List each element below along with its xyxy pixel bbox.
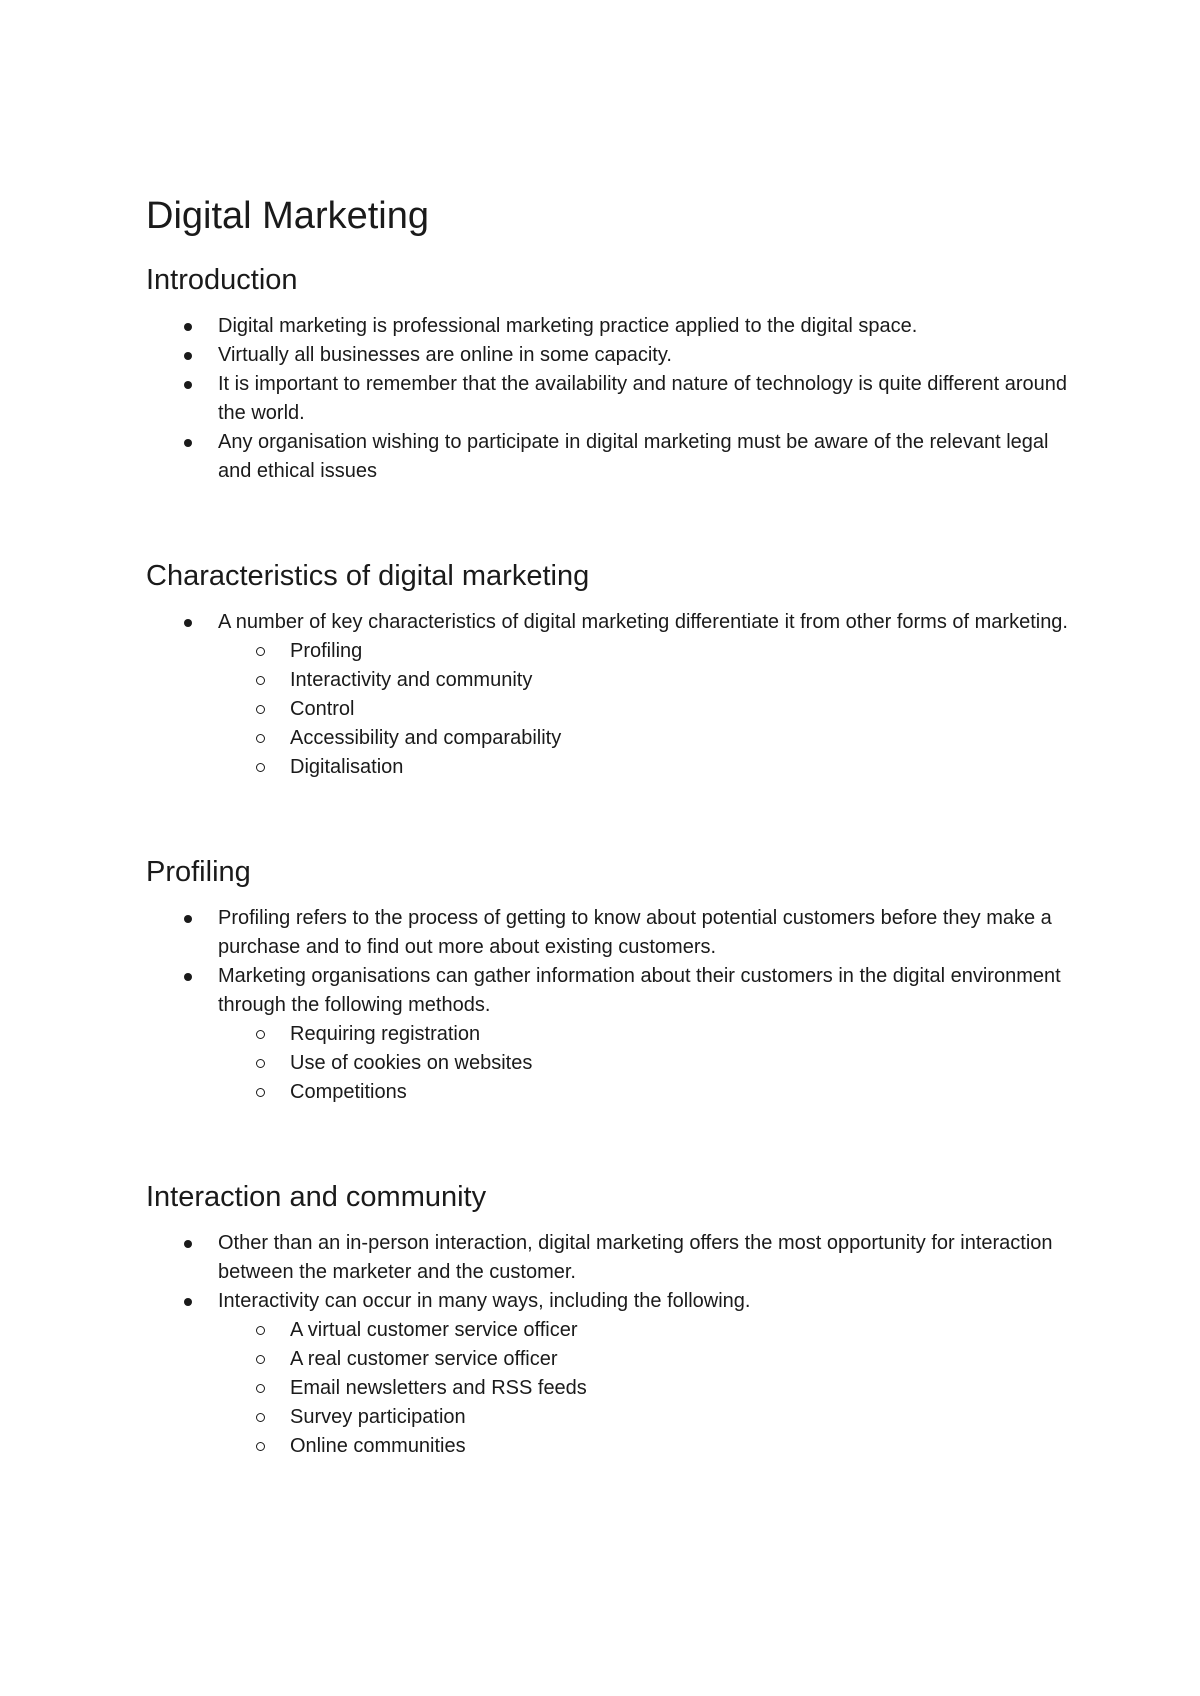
section-profiling <box>146 852 1076 1107</box>
list-item-text: Other than an in-person interaction, digital marketing offers the most opportunity for interaction between the marketer and the customer. <box>218 1232 1053 1283</box>
sub-list-item-text: Online communities <box>290 1435 466 1457</box>
document-page <box>146 180 1076 1461</box>
sub-list-item <box>218 637 1076 666</box>
section-heading: Characteristics of digital marketing <box>146 560 590 592</box>
bullet-icon <box>184 439 192 447</box>
section-heading: Profiling <box>146 856 251 888</box>
hollow-bullet-icon <box>256 1030 265 1039</box>
sub-list-item-text: A real customer service officer <box>290 1348 558 1370</box>
bullet-list <box>146 904 1076 1107</box>
sub-list-item-text: Interactivity and community <box>290 669 533 691</box>
bullet-list <box>146 312 1076 486</box>
bullet-icon <box>184 381 192 389</box>
document-title: Digital Marketing <box>146 195 429 237</box>
hollow-bullet-icon <box>256 705 265 714</box>
hollow-bullet-icon <box>256 1355 265 1364</box>
hollow-bullet-icon <box>256 1413 265 1422</box>
hollow-bullet-icon <box>256 1326 265 1335</box>
bullet-icon <box>184 1298 192 1306</box>
list-item-text: Virtually all businesses are online in some capacity. <box>218 344 672 366</box>
list-item-text: It is important to remember that the availability and nature of technology is quite different around the world. <box>218 373 1068 424</box>
sub-list-item-text: Survey participation <box>290 1406 466 1428</box>
bullet-icon <box>184 1240 192 1248</box>
hollow-bullet-icon <box>256 1059 265 1068</box>
section-characteristics <box>146 556 1076 782</box>
sub-list-item <box>218 1345 1076 1374</box>
sub-list-item-text: Control <box>290 698 355 720</box>
hollow-bullet-icon <box>256 1088 265 1097</box>
bullet-list <box>146 608 1076 782</box>
sub-list-item-text: Requiring registration <box>290 1023 481 1045</box>
list-item <box>146 1229 1076 1287</box>
sub-list-item-text: Profiling <box>290 640 363 662</box>
list-item <box>146 1287 1076 1461</box>
bullet-icon <box>184 352 192 360</box>
bullet-icon <box>184 619 192 627</box>
sub-list-item <box>218 1078 1076 1107</box>
sub-list-item <box>218 666 1076 695</box>
sub-list-item-text: Email newsletters and RSS feeds <box>290 1377 587 1399</box>
list-item <box>146 962 1076 1107</box>
bullet-icon <box>184 973 192 981</box>
section-heading: Introduction <box>146 264 298 296</box>
bullet-list <box>146 1229 1076 1461</box>
section-heading: Interaction and community <box>146 1181 487 1213</box>
list-item <box>146 428 1076 486</box>
sub-bullet-list <box>218 637 1076 782</box>
bullet-icon <box>184 323 192 331</box>
section-introduction <box>146 260 1076 486</box>
list-item <box>146 341 1076 370</box>
list-item <box>146 312 1076 341</box>
list-item <box>146 608 1076 782</box>
list-item-text: A number of key characteristics of digital marketing differentiate it from other forms of marketing. <box>218 611 1068 633</box>
sub-list-item-text: Use of cookies on websites <box>290 1052 533 1074</box>
list-item-text: Interactivity can occur in many ways, including the following. <box>218 1290 751 1312</box>
hollow-bullet-icon <box>256 647 265 656</box>
list-item-text: Profiling refers to the process of getting to know about potential customers before they make a purchase and to find out more about existing customers. <box>218 907 1052 958</box>
sub-list-item <box>218 695 1076 724</box>
sub-list-item <box>218 1049 1076 1078</box>
sub-bullet-list <box>218 1316 1076 1461</box>
list-item <box>146 370 1076 428</box>
sub-list-item <box>218 753 1076 782</box>
sub-list-item <box>218 1020 1076 1049</box>
sub-list-item-text: Competitions <box>290 1081 407 1103</box>
sub-list-item-text: A virtual customer service officer <box>290 1319 578 1341</box>
sub-list-item-text: Accessibility and comparability <box>290 727 562 749</box>
sub-list-item <box>218 1374 1076 1403</box>
hollow-bullet-icon <box>256 1384 265 1393</box>
sub-list-item <box>218 724 1076 753</box>
hollow-bullet-icon <box>256 1442 265 1451</box>
list-item-text: Digital marketing is professional marketing practice applied to the digital space. <box>218 315 918 337</box>
sub-bullet-list <box>218 1020 1076 1107</box>
sub-list-item <box>218 1316 1076 1345</box>
hollow-bullet-icon <box>256 734 265 743</box>
list-item-text: Marketing organisations can gather information about their customers in the digital environment through the following methods. <box>218 965 1061 1016</box>
sub-list-item-text: Digitalisation <box>290 756 404 778</box>
section-interaction-community <box>146 1177 1076 1461</box>
list-item-text: Any organisation wishing to participate in digital marketing must be aware of the relevant legal and ethical issues <box>218 431 1049 482</box>
sub-list-item <box>218 1403 1076 1432</box>
bullet-icon <box>184 915 192 923</box>
list-item <box>146 904 1076 962</box>
hollow-bullet-icon <box>256 763 265 772</box>
hollow-bullet-icon <box>256 676 265 685</box>
sub-list-item <box>218 1432 1076 1461</box>
